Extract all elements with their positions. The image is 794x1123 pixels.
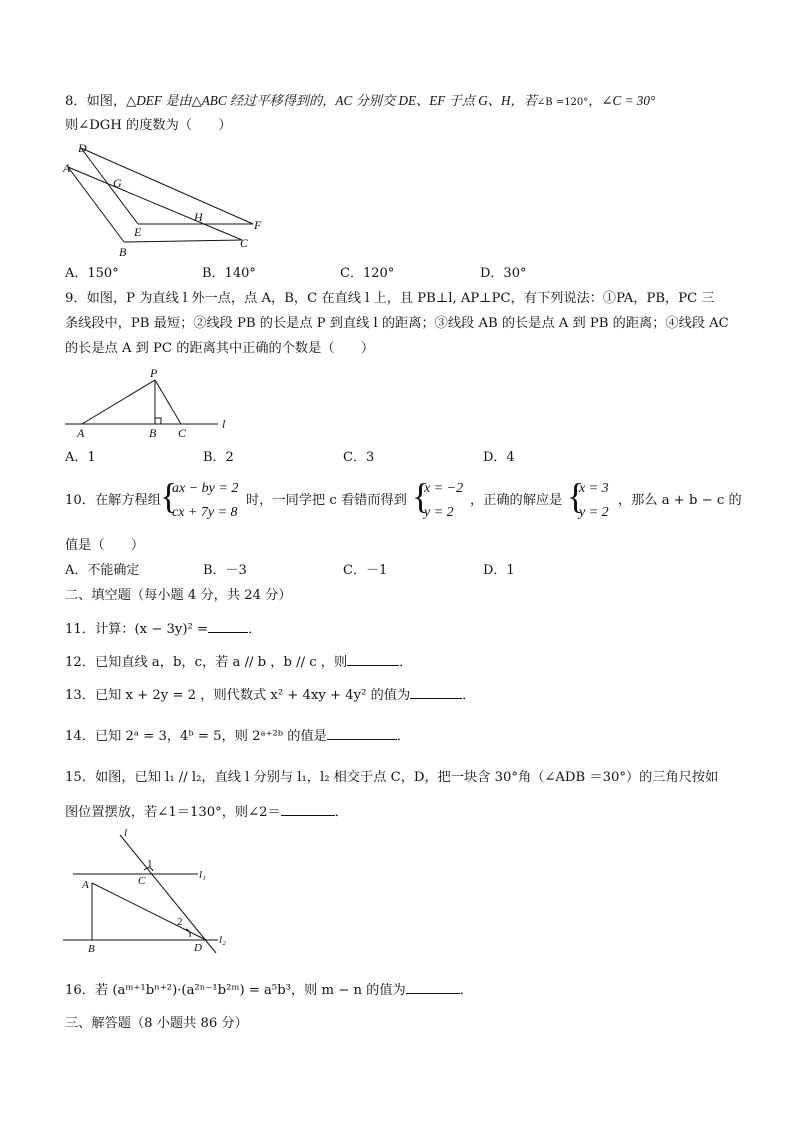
q8-label-G: G (113, 176, 122, 190)
q14-blank (327, 727, 397, 740)
q15-line2-text: 图位置摆放，若∠1＝130°，则∠2＝ (65, 805, 281, 820)
q8-option-d: D．30° (480, 266, 527, 281)
q8-label-H: H (194, 210, 203, 224)
q8-seg-BC (124, 240, 242, 242)
q9-option-a: A．1 (65, 450, 96, 465)
q8-label-B: B (119, 245, 127, 259)
q10-brace-right: { (567, 476, 585, 516)
q14-text: 14．已知 2ᵃ = 3，4ᵇ = 5，则 2ᵃ⁺²ᵇ 的值是 (65, 729, 327, 744)
q14-end: ． (396, 729, 411, 744)
q15-label-A: A (82, 879, 89, 891)
q10-brace-system: { (160, 476, 178, 516)
q15-line-l (120, 835, 216, 953)
q11-blank (208, 620, 248, 633)
q13-blank (410, 686, 462, 699)
q10-right-y: y = 2 (579, 505, 609, 520)
q10-brace-wrong: { (412, 476, 430, 516)
q8-option-a: A．150° (65, 266, 119, 281)
q15-line2 (65, 803, 348, 822)
q15-label-D: D (194, 942, 202, 954)
q10-wrong-y: y = 2 (424, 505, 454, 520)
q10-line2: 值是（ ） (65, 538, 145, 553)
q15-blank (281, 803, 335, 816)
q15-label-l1: l₁ (199, 869, 206, 881)
q10-option-a: A．不能确定 (65, 563, 140, 578)
q8-cond1: ∠B =120° (536, 97, 589, 108)
q9-label-P: P (150, 366, 158, 380)
q8-sep: ， (588, 94, 602, 109)
q10-prefix: 10．在解方程组 (65, 493, 161, 508)
q10-option-b: B．－3 (203, 563, 247, 578)
q11-text: 11．计算：(x − 3y)² = (65, 622, 209, 637)
q9-option-b: B．2 (203, 450, 234, 465)
q10-mid1: 时，一同学把 c 看错而得到 (246, 493, 407, 508)
q9-label-B: B (149, 426, 157, 440)
q13-text: 13．已知 x + 2y = 2 ，则代数式 x² + 4xy + 4y² 的值为 (65, 688, 411, 703)
q10-right-x: x = 3 (579, 481, 609, 496)
q12 (65, 653, 412, 672)
q16-blank (406, 981, 460, 994)
q12-end: ． (399, 655, 413, 670)
q8-option-c: C．120° (340, 266, 395, 281)
q9-option-d: D．4 (483, 450, 515, 465)
q12-blank (347, 653, 399, 666)
q10-wrong-x: x = −2 (424, 481, 464, 496)
q10-tail: ，那么 a + b − c 的 (618, 493, 742, 508)
q8-prefix: 8．如图， (65, 94, 127, 109)
q10-eq1: ax − by = 2 (172, 481, 239, 496)
q10-mid2: ，正确的解应是 (470, 493, 563, 508)
q13 (65, 686, 475, 705)
q12-text: 12．已知直线 a，b，c，若 a // b ，b // c ，则 (65, 655, 348, 670)
q9-line1: 9．如图，P 为直线 l 外一点，点 A，B，C 在直线 l 上，且 PB⊥l, AP⊥PC，有下列说法：①PA，PB，PC 三 (65, 291, 715, 306)
q9-label-A: A (77, 426, 85, 440)
q15-label-l2: l₂ (219, 934, 226, 946)
section3-heading: 三、解答题（8 小题共 86 分） (65, 1016, 248, 1031)
q9-label-C: C (178, 426, 187, 440)
q15-label-l: l (124, 827, 128, 839)
q8-label-F: F (254, 218, 262, 232)
q8-option-b: B．140° (202, 266, 256, 281)
q8-seg-DF (81, 148, 253, 224)
q8-seg-AC (68, 167, 242, 240)
q8-figure (60, 140, 270, 260)
q9-figure (60, 364, 240, 440)
section2-heading: 二、填空题（每小题 4 分，共 24 分） (65, 588, 292, 603)
q9-seg-AP (82, 380, 155, 424)
q9-line2: 条线段中，PB 最短；②线段 PB 的长是点 P 到直线 l 的距离；③线段 AB 的长是点 A 到 PB 的距离；④线段 AC (65, 316, 729, 331)
q8-text1: △DEF 是由△ABC 经过平移得到的，AC 分别交 DE、EF 于点 G、H，若 (126, 93, 537, 108)
q14 (65, 727, 410, 746)
q11 (65, 620, 261, 639)
q15-label-B: B (88, 943, 95, 955)
q15-figure (58, 825, 238, 955)
q10-eq2: cx + 7y = 8 (172, 505, 238, 520)
q16 (65, 981, 473, 1000)
q10-option-c: C．－1 (343, 563, 388, 578)
q9-label-l: l (222, 417, 226, 431)
q9-option-c: C．3 (343, 450, 375, 465)
q8-label-E: E (134, 225, 142, 239)
q8-line2: 则∠DGH 的度数为（ ） (65, 118, 232, 133)
q13-end: ． (462, 688, 476, 703)
q9-line3: 的长是点 A 到 PC 的距离其中正确的个数是（ ） (65, 341, 375, 356)
q15-label-C: C (138, 875, 146, 887)
q9-seg-PC (155, 380, 181, 424)
q15-label-2: 2 (177, 916, 183, 928)
q8-label-C: C (240, 236, 249, 250)
q8-label-A: A (63, 161, 71, 175)
q11-end: ． (248, 622, 262, 637)
q15-label-1: 1 (147, 858, 153, 870)
q9-right-angle-mark (155, 418, 161, 424)
q8-line1 (65, 92, 655, 112)
q8-seg-DE (81, 148, 138, 224)
q10-option-d: D．1 (483, 563, 515, 578)
q15-line1: 15．如图，已知 l₁ // l₂，直线 l 分别与 l₁，l₂ 相交于点 C，D，把一块含 30°角（∠ADB ＝30°）的三角尺按如 (65, 770, 719, 785)
q8-cond2: ∠C = 30° (601, 93, 656, 108)
q15-end: ． (334, 805, 348, 820)
q16-end: ． (459, 983, 473, 998)
q16-text: 16．若 (aᵐ⁺¹bⁿ⁺²)·(a²ⁿ⁻¹b²ᵐ) = a⁵b³，则 m − n 的值为 (65, 983, 406, 998)
q8-label-D: D (78, 141, 87, 155)
